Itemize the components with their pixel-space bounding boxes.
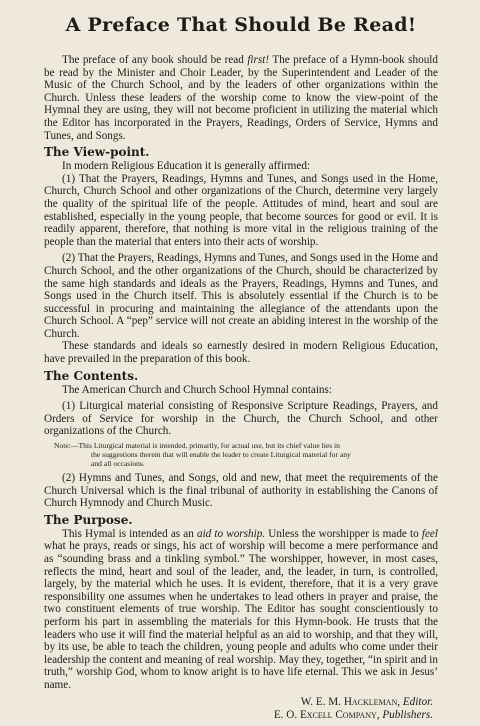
page-title: A Preface That Should Be Read! [65,14,417,36]
contents-heading: The Contents. [44,368,139,383]
editor-name: W. E. M. Hackleman, [300,695,401,708]
preface-emphasis: first! [247,54,270,66]
purpose-paragraph [44,528,438,692]
viewpoint-closing: These standards and ideals so earnestly desired in modern Religious Education, have prevailed in the preparation of this book. [44,340,438,366]
preface-text-b: The preface of a Hymn-book should be read by the Minister and Choir Leader, by the Superintendent and Leader of the Music of the Church School, and by the leaders of other organizations within the Church. Unless these leaders of the worship come to know the view-point of the Hymnal they are using, they will not become proficient in utilizing the material which the Editor has incorporated in the Prayers, Readings, Orders of Service, Hymns and Tunes, and Songs. [44,54,438,142]
purpose-heading: The Purpose. [44,512,133,527]
contents-item-2: (2) Hymns and Tunes, and Songs, old and new, that meet the requirements of the Church Universal which is the final tribunal of authority in establishing the Canons of Church Hymnody and Church Music. [44,472,438,510]
editor-role: Editor. [402,695,433,708]
viewpoint-intro: In modern Religious Education it is generally affirmed: [62,160,311,173]
viewpoint-item-2: (2) That the Prayers, Readings, Hymns and Tunes, and Songs used in the Home and Church School, and the other organizations of the Church, should be characterized by the same high standards and ideals as the Prayers, Readings, Hymns and Tunes, and Songs used in the Church itself. This is absolutely essential if the Church is to be successful in procuring and maintaining the allegiance of the attendants upon the Church School. A “pep” service will not create an abiding interest in the worship of the Church. [44,252,438,340]
contents-item-1: (1) Liturgical material consisting of Responsive Scripture Readings, Prayers, and Orders of Service for worship in the Church, the Church School, and other organizations of the Church. [44,400,438,438]
purpose-emphasis-2: feel [421,527,439,540]
preface-text-a: The preface of any book should be read [62,54,248,66]
viewpoint-item-1: (1) That the Prayers, Readings, Hymns and Tunes, and Songs used in the Home, Church, Church School and other organizations of the Church, determine very largely the quality of the spiritual life of the people. Attitudes of mind, heart and soul are established, especially in the young people, that become sources for good or evil. It is readily apparent, therefore, that nothing is more vital in the religious training of the people than the material that enters into their acts of worship. [44,172,438,248]
signature-editor [44,696,433,709]
signature-publisher [44,709,433,722]
publisher-role: Publishers. [382,708,433,721]
note-line-1: Note:—This Liturgical material is intended, primarily, for actual use, but its chief value lies in [54,441,340,451]
liturgical-note [44,441,438,468]
preface-paragraph [44,54,438,142]
purpose-text-a: This Hymal is intended as an [62,527,197,540]
purpose-emphasis-1: aid to worship. [196,527,266,540]
contents-intro: The American Church and Church School Hymnal contains: [62,383,332,396]
viewpoint-heading: The View-point. [44,145,150,160]
purpose-text-c: what he prays, reads or sings, his act of worship will become a mere performance and as “sounding brass and a tinkling symbol.” The worshipper, however, in most cases, reflects the mind, heart and soul of the leader, and, the leader, in turn, is controlled, largely, by the material which he uses. It is evident, therefore, that it is a very grave responsibility one assumes when he undertakes to lead others in prayer and praise, the two constituent elements of true worship. The Editor has sought conscientiously to perform his part in assembling the materials for this Hymn-book. He trusts that the leaders who use it will find the material helpful as an aid to worship, and that they will, by its use, be able to teach the children, young people and adults who come under their leadership the content and meaning of real worship. May they, together, “in spirit and in truth,” worship God, whom to know aright is to have life eternal. This we ask in Jesus’ name. [44,540,438,691]
note-line-3: and all occasions. [91,459,145,469]
publisher-name: E. O. Excell Company, [273,708,380,721]
purpose-text-b: Unless the worshipper is made to [265,527,422,540]
signature-block [44,696,438,722]
note-line-2: the suggestions therein that will enable the leader to create Liturgical material for any [91,450,351,460]
